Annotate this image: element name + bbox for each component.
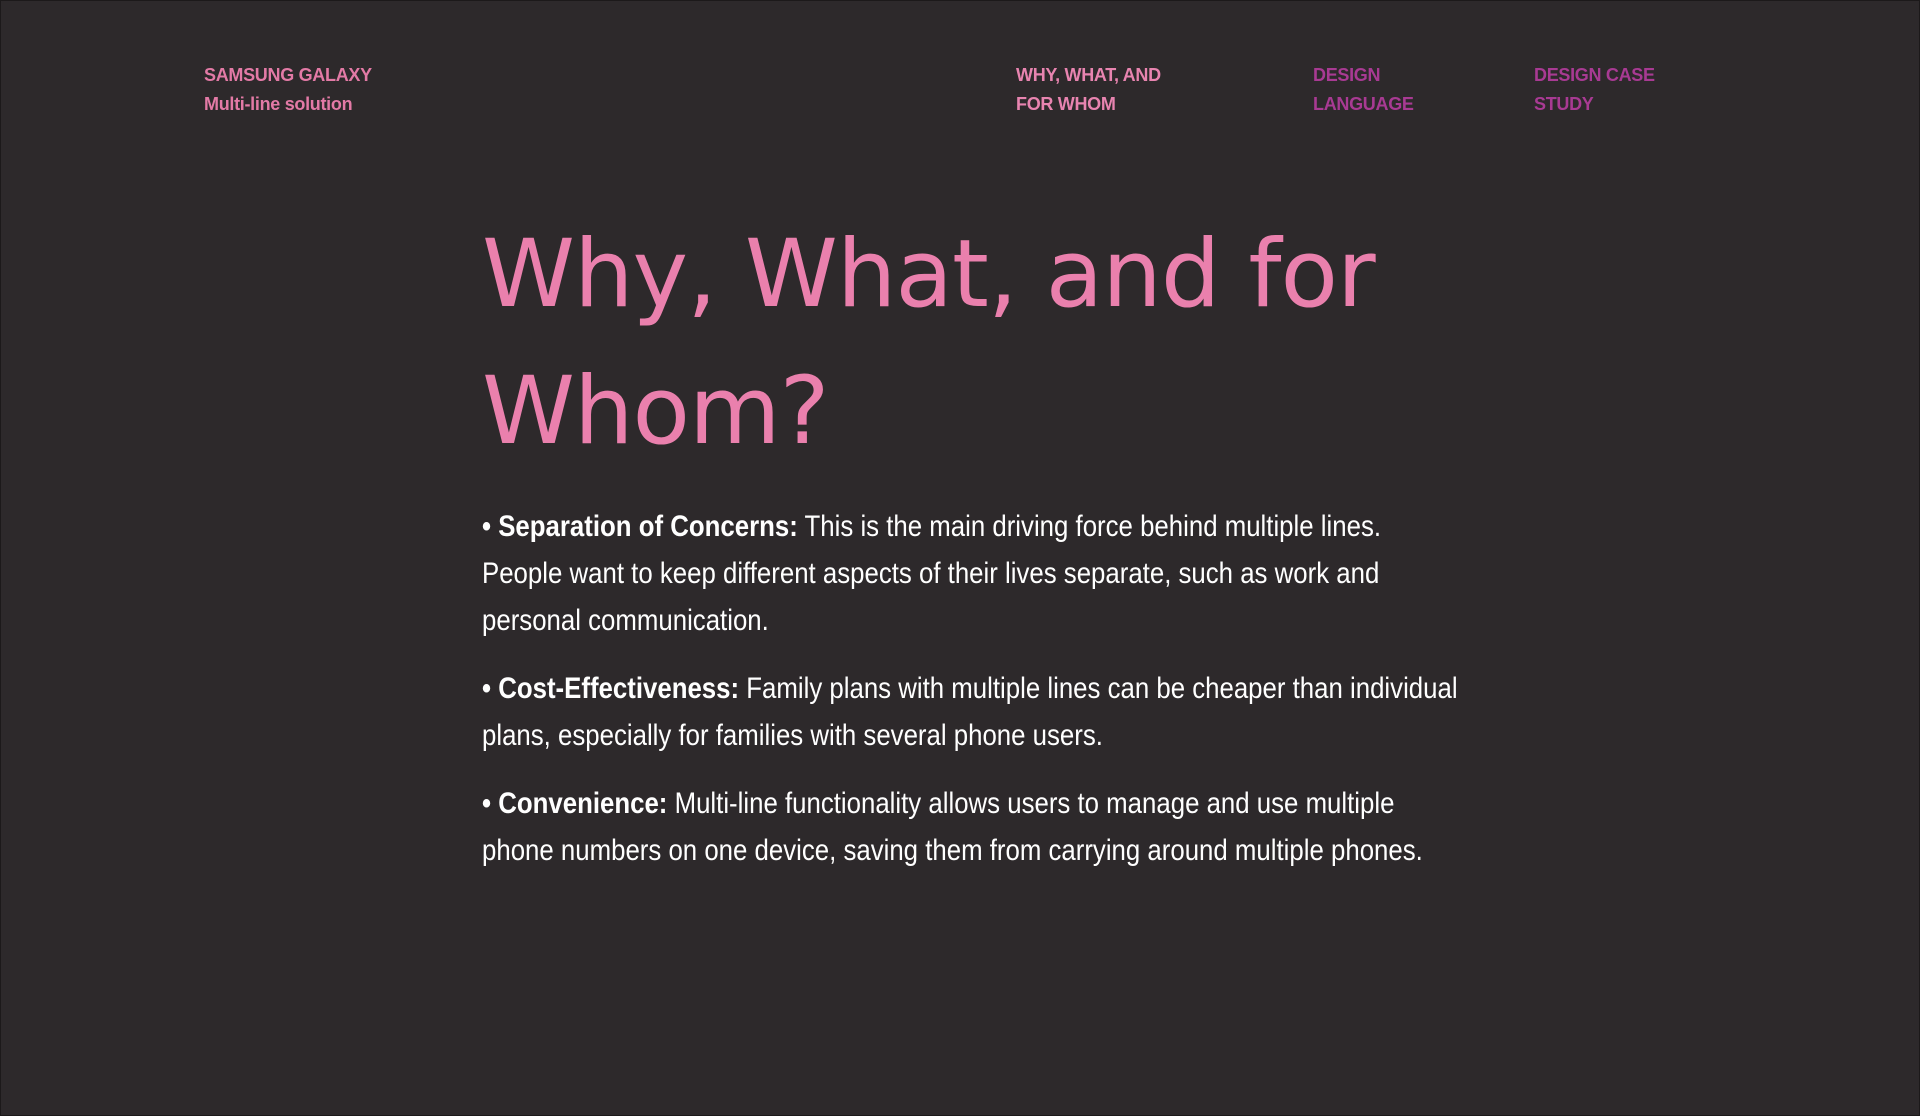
bullet-title: Convenience:	[498, 787, 668, 820]
nav-design-case-study[interactable]: DESIGN CASE STUDY	[1534, 65, 1655, 114]
page-title: Why, What, and for Whom?	[482, 220, 1375, 466]
bullet-separation-of-concerns	[482, 503, 1462, 644]
brand-subtitle: Multi-line solution	[204, 94, 353, 114]
bullet-text: Multi-line functionality allows users to manage and use multiple phone numbers on one device, saving them from carrying around multiple phones.	[482, 787, 1423, 867]
bullet-text: This is the main driving force behind multiple lines. People want to keep different aspects of their lives separate, such as work and personal communication.	[482, 510, 1382, 637]
bullet-marker: •	[482, 672, 492, 705]
bullet-list	[482, 503, 1482, 895]
bullet-marker: •	[482, 787, 492, 820]
nav-why-what-for-whom[interactable]: WHY, WHAT, AND FOR WHOM	[1016, 65, 1161, 114]
bullet-title: Cost-Effectiveness:	[498, 672, 740, 705]
bullet-cost-effectiveness	[482, 665, 1462, 759]
brand-title: SAMSUNG GALAXY	[204, 65, 372, 85]
nav-design-language[interactable]: DESIGN LANGUAGE	[1313, 65, 1414, 114]
brand-logo[interactable]	[204, 61, 372, 119]
bullet-convenience	[482, 780, 1462, 874]
bullet-text: Family plans with multiple lines can be cheaper than individual plans, especially for families with several phone users.	[482, 672, 1458, 752]
bullet-marker: •	[482, 510, 492, 543]
bullet-title: Separation of Concerns:	[498, 510, 798, 543]
